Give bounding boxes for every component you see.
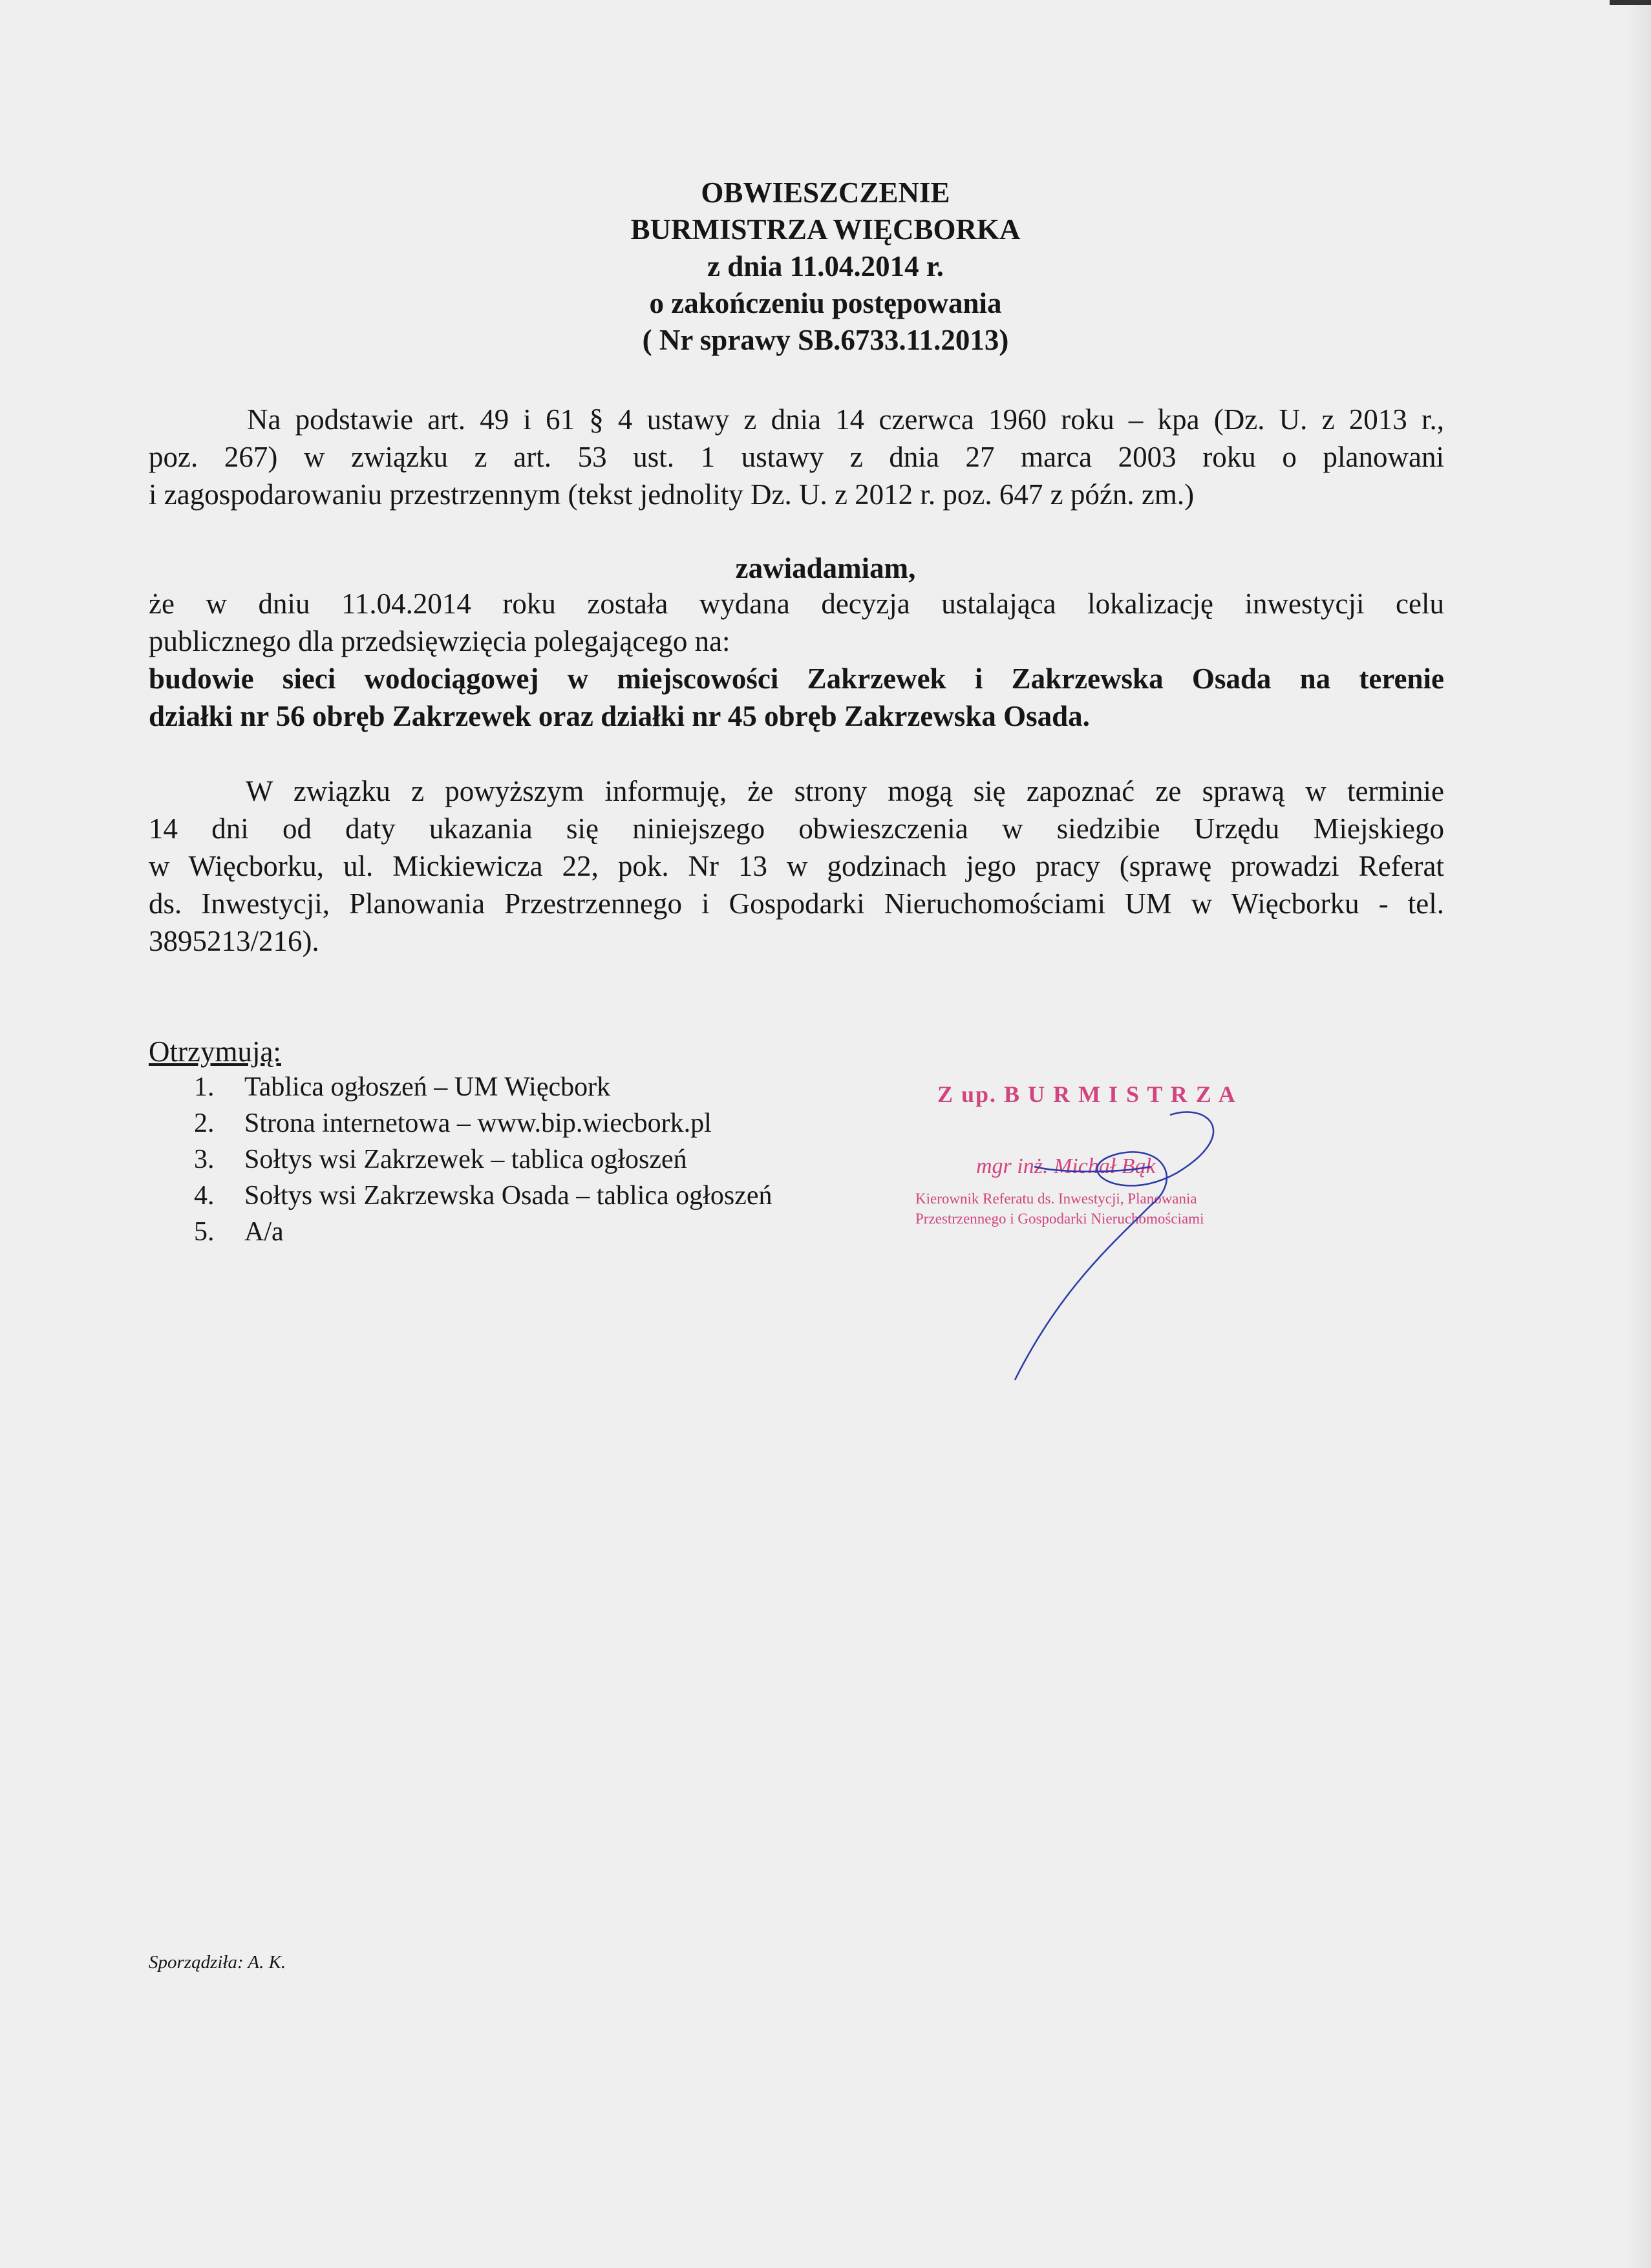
stamp-name: mgr inż. Michał Bąk [976, 1154, 1156, 1178]
official-stamp [905, 1076, 1306, 1399]
investment-line: działki nr 56 obręb Zakrzewek oraz działki nr 45 obręb Zakrzewska Osada. [149, 700, 1090, 732]
list-number: 3. [194, 1145, 215, 1174]
stamp-role-line: Kierownik Referatu ds. Inwestycji, Planowania [915, 1191, 1197, 1207]
investment-line: budowie sieci wodociągowej w miejscowości Zakrzewek i Zakrzewska Osada na terenie [149, 662, 1444, 695]
stamp-role-line: Przestrzennego i Gospodarki Nieruchomościami [915, 1211, 1204, 1227]
list-text: Tablica ogłoszeń – UM Więcbork [244, 1072, 611, 1102]
list-item [194, 1141, 772, 1178]
list-item [194, 1178, 772, 1214]
scan-corner-mark [1610, 0, 1651, 5]
document-date: z dnia 11.04.2014 r. [707, 250, 944, 282]
case-number: ( Nr sprawy SB.6733.11.2013) [642, 324, 1009, 356]
recipients-list [194, 1069, 772, 1250]
decision-paragraph [149, 585, 1444, 735]
paragraph-line: w Więcborku, ul. Mickiewicza 22, pok. Nr 13 w godzinach jego pracy (sprawę prowadzi Referat [149, 850, 1444, 882]
document-header [0, 175, 1651, 359]
list-number: 1. [194, 1072, 215, 1102]
handwritten-signature [1015, 1112, 1213, 1380]
stamp-title: Z up. B U R M I S T R Z A [937, 1081, 1237, 1107]
list-number: 4. [194, 1181, 215, 1211]
paragraph-line: Na podstawie art. 49 i 61 § 4 ustawy z dnia 14 czerwca 1960 roku – kpa (Dz. U. z 2013 r., [247, 403, 1444, 436]
list-item [194, 1069, 772, 1105]
recipients-title: Otrzymują: [149, 1035, 281, 1068]
paragraph-line: 14 dni od daty ukazania się niniejszego obwieszczenia w siedzibie Urzędu Miejskiego [149, 812, 1444, 845]
list-item [194, 1214, 772, 1250]
paragraph-line: że w dniu 11.04.2014 roku została wydana decyzja ustalająca lokalizację inwestycji celu [149, 588, 1444, 620]
list-item [194, 1105, 772, 1141]
list-text: A/a [244, 1217, 284, 1247]
list-text: Sołtys wsi Zakrzewska Osada – tablica ogłoszeń [244, 1181, 772, 1211]
paragraph-line: ds. Inwestycji, Planowania Przestrzennego i Gospodarki Nieruchomościami UM w Więcborku - tel. [149, 887, 1444, 920]
document-subject: o zakończeniu postępowania [649, 287, 1002, 319]
paragraph-line: poz. 267) w związku z art. 53 ust. 1 ustawy z dnia 27 marca 2003 roku o planowani [149, 441, 1444, 473]
list-text: Sołtys wsi Zakrzewek – tablica ogłoszeń [244, 1145, 687, 1174]
information-paragraph [149, 772, 1444, 960]
paragraph-line: publicznego dla przedsięwzięcia polegającego na: [149, 625, 730, 657]
prepared-by: Sporządziła: A. K. [149, 1952, 286, 1973]
list-number: 5. [194, 1217, 215, 1247]
legal-basis-paragraph [149, 401, 1444, 513]
issuer: BURMISTRZA WIĘCBORKA [630, 213, 1021, 246]
list-text: Strona internetowa – www.bip.wiecbork.pl [244, 1108, 712, 1138]
paragraph-line: 3895213/216). [149, 925, 319, 957]
list-number: 2. [194, 1108, 215, 1138]
paragraph-line: i zagospodarowaniu przestrzennym (tekst jednolity Dz. U. z 2012 r. poz. 647 z późn. zm.) [149, 478, 1195, 511]
paragraph-line: W związku z powyższym informuję, że strony mogą się zapoznać ze sprawą w terminie [246, 775, 1444, 807]
document-title: OBWIESZCZENIE [701, 176, 950, 209]
notice-heading: zawiadamiam, [735, 552, 916, 584]
